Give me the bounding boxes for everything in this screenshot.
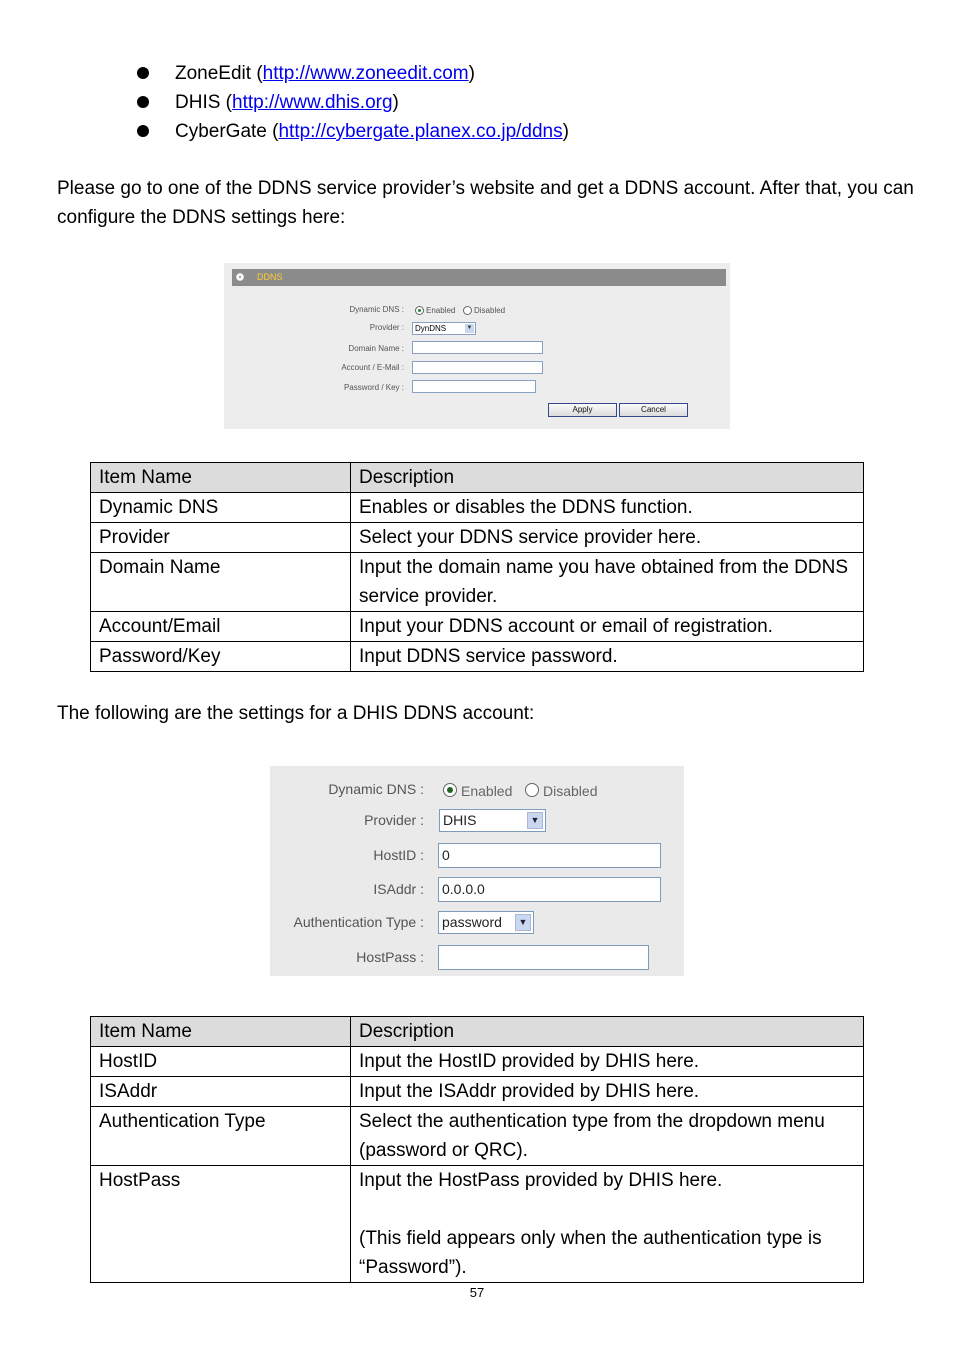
table-row [91, 642, 864, 672]
auth-type-label: Authentication Type : [293, 914, 424, 930]
provider-select[interactable] [412, 322, 476, 335]
item-name-cell: Authentication Type [91, 1107, 351, 1166]
description-line: Input the HostPass provided by DHIS here. [359, 1170, 723, 1191]
enabled-radio[interactable] [443, 783, 457, 797]
table-row [91, 493, 864, 523]
table-row [91, 612, 864, 642]
chevron-down-icon: ▼ [515, 914, 531, 931]
ddns-panel-title: DDNS [257, 272, 283, 282]
description-note: (This field appears only when the authentication type is “Password”). [359, 1228, 822, 1278]
table-header-row [91, 463, 864, 493]
list-item: ZoneEdit (http://www.zoneedit.com) [137, 59, 569, 88]
table-row [91, 1047, 864, 1077]
item-name-cell: Account/Email [91, 612, 351, 642]
provider-select[interactable] [439, 809, 546, 832]
bullet-icon [236, 273, 244, 281]
disabled-radio[interactable] [525, 783, 539, 797]
provider-value: DynDNS [415, 324, 447, 333]
provider-label: Provider : [369, 323, 404, 332]
chevron-down-icon: ▼ [527, 812, 543, 829]
account-label: Account / E-Mail : [341, 363, 404, 372]
header-description: Description [351, 1017, 864, 1047]
item-name-cell: Password/Key [91, 642, 351, 672]
description-cell: Input the HostID provided by DHIS here. [351, 1047, 864, 1077]
provider-name: ZoneEdit [175, 63, 252, 84]
table-row [91, 1107, 864, 1166]
apply-button[interactable]: Apply [548, 403, 617, 417]
list-item: CyberGate (http://cybergate.planex.co.jp/ddns) [137, 117, 569, 146]
description-cell: Select the authentication type from the dropdown menu (password or QRC). [351, 1107, 864, 1166]
dhis-intro: The following are the settings for a DHIS DDNS account: [57, 703, 535, 724]
table-row [91, 1077, 864, 1107]
auth-type-value: password [442, 914, 502, 930]
provider-label: Provider : [364, 812, 424, 828]
enabled-label: Enabled [461, 783, 513, 799]
auth-type-select[interactable] [438, 911, 534, 934]
provider-value: DHIS [443, 812, 477, 828]
hostpass-input[interactable] [438, 945, 649, 970]
description-cell: Input the ISAddr provided by DHIS here. [351, 1077, 864, 1107]
hostid-label: HostID : [373, 847, 424, 863]
item-name-cell: ISAddr [91, 1077, 351, 1107]
provider-name: DHIS [175, 92, 221, 113]
item-name-cell: Provider [91, 523, 351, 553]
item-name-cell: Dynamic DNS [91, 493, 351, 523]
dhis-items-table [90, 1016, 864, 1283]
description-cell: Select your DDNS service provider here. [351, 523, 864, 553]
description-cell: Enables or disables the DDNS function. [351, 493, 864, 523]
isaddr-input[interactable]: 0.0.0.0 [438, 877, 661, 902]
isaddr-label: ISAddr : [373, 881, 424, 897]
provider-name: CyberGate [175, 121, 267, 142]
description-cell [351, 1166, 864, 1283]
cybergate-link[interactable]: http://cybergate.planex.co.jp/ddns [278, 121, 563, 142]
description-cell: Input DDNS service password. [351, 642, 864, 672]
ddns-items-table [90, 462, 864, 672]
disabled-label: Disabled [474, 306, 506, 315]
item-name-cell: HostPass [91, 1166, 351, 1283]
password-label: Password / Key : [343, 383, 404, 392]
enabled-label: Enabled [426, 306, 456, 315]
table-row [91, 553, 864, 612]
domain-name-label: Domain Name : [348, 344, 404, 353]
domain-name-input[interactable] [412, 341, 543, 354]
zoneedit-link[interactable]: http://www.zoneedit.com [262, 63, 469, 84]
description-cell: Input the domain name you have obtained from the DDNS service provider. [351, 553, 864, 612]
description-cell: Input your DDNS account or email of registration. [351, 612, 864, 642]
header-item-name: Item Name [91, 463, 351, 493]
account-input[interactable] [412, 361, 543, 374]
password-input[interactable] [412, 380, 536, 393]
provider-list [97, 59, 569, 146]
header-description: Description [351, 463, 864, 493]
disabled-label: Disabled [543, 783, 598, 799]
dynamic-dns-label: Dynamic DNS : [328, 781, 424, 797]
dynamic-dns-label: Dynamic DNS : [349, 305, 404, 314]
disabled-radio[interactable] [463, 306, 472, 315]
spacer [359, 1195, 855, 1224]
enabled-radio[interactable] [415, 306, 424, 315]
item-name-cell: HostID [91, 1047, 351, 1077]
table-row [91, 523, 864, 553]
table-row [91, 1166, 864, 1283]
dhis-link[interactable]: http://www.dhis.org [232, 92, 393, 113]
header-item-name: Item Name [91, 1017, 351, 1047]
dhis-settings-screenshot [270, 766, 684, 976]
chevron-down-icon: ▼ [466, 325, 473, 331]
hostpass-label: HostPass : [356, 949, 424, 965]
table-header-row [91, 1017, 864, 1047]
item-name-cell: Domain Name [91, 553, 351, 612]
page-number: 57 [469, 1285, 485, 1300]
intro-paragraph: Please go to one of the DDNS service provider’s website and get a DDNS account. After that, you can configure the DDNS settings here: [57, 178, 914, 228]
list-item: DHIS (http://www.dhis.org) [137, 88, 569, 117]
ddns-settings-screenshot [224, 263, 730, 429]
ddns-panel-header [232, 269, 726, 286]
hostid-input[interactable]: 0 [438, 843, 661, 868]
cancel-button[interactable]: Cancel [619, 403, 688, 417]
